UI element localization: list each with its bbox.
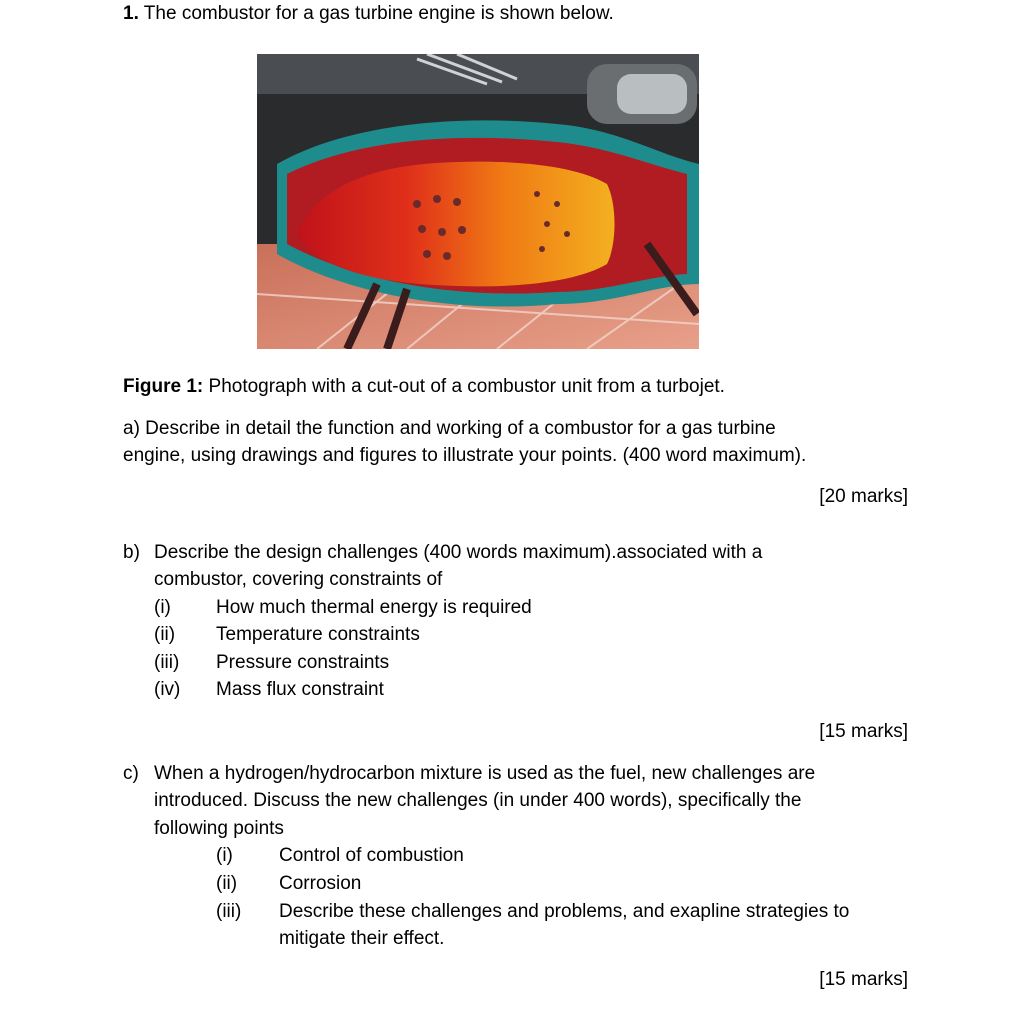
- part-c-marks: [15 marks]: [819, 969, 908, 990]
- question-intro: The combustor for a gas turbine engine is shown below.: [143, 3, 614, 24]
- part-c-line-1: When a hydrogen/hydrocarbon mixture is used as the fuel, new challenges are: [154, 763, 816, 784]
- part-b-item-number: (iii): [154, 652, 180, 673]
- figure-caption: [123, 373, 725, 401]
- figure-caption-text: Photograph with a cut-out of a combustor unit from a turbojet.: [208, 376, 725, 397]
- part-b-item-text: Pressure constraints: [216, 652, 390, 673]
- question-number: 1.: [123, 3, 139, 24]
- part-c-item-text: Corrosion: [279, 873, 362, 894]
- part-c-item-number: (i): [216, 845, 233, 866]
- figure-label: Figure 1:: [123, 376, 204, 397]
- part-b-item-text: How much thermal energy is required: [216, 597, 532, 618]
- part-b-item-number: (i): [154, 597, 171, 618]
- part-b-letter: b): [123, 542, 140, 563]
- part-a-line-2: engine, using drawings and figures to illustrate your points. (400 word maximum).: [123, 445, 807, 466]
- part-c-letter: c): [123, 763, 139, 784]
- part-c-line-2: introduced. Discuss the new challenges (in under 400 words), specifically the: [154, 790, 802, 811]
- part-b-item-number: (ii): [154, 624, 176, 645]
- part-b-line-2: combustor, covering constraints of: [154, 569, 443, 590]
- part-a-marks: [20 marks]: [819, 486, 908, 507]
- part-b-item-text: Mass flux constraint: [216, 679, 384, 700]
- part-a-line-1: a) Describe in detail the function and working of a combustor for a gas turbine: [123, 418, 776, 439]
- combustor-photo-illustration: [257, 54, 699, 349]
- part-c-item-number: (iii): [216, 901, 242, 922]
- part-b-item-number: (iv): [154, 679, 181, 700]
- part-b-item-text: Temperature constraints: [216, 624, 420, 645]
- part-b-marks: [15 marks]: [819, 721, 908, 742]
- part-c-item-text: Control of combustion: [279, 845, 464, 866]
- part-c-line-3: following points: [154, 818, 284, 839]
- part-b-line-1: Describe the design challenges (400 words maximum).associated with a: [154, 542, 763, 563]
- part-c-item-number: (ii): [216, 873, 238, 894]
- part-c-item-text: Describe these challenges and problems, and exapline strategies to: [279, 901, 850, 922]
- combustor-photo: [257, 54, 699, 349]
- question-heading: [123, 0, 614, 28]
- part-c-item-text-continued: mitigate their effect.: [279, 928, 445, 949]
